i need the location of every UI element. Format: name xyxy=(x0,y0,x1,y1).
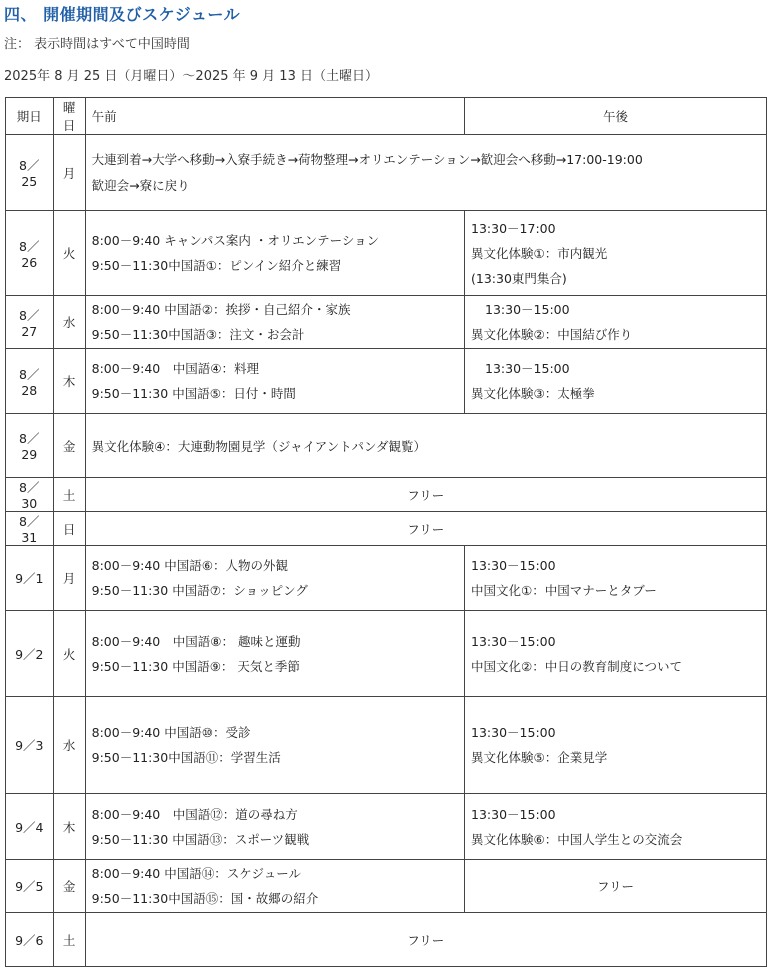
row-dow: 水 xyxy=(53,697,85,794)
row-date: 9／6 xyxy=(6,913,54,967)
timezone-note: 注： 表示時間はすべて中国時間 xyxy=(4,37,190,52)
pm-line: 中国文化①：中国マナーとタブー xyxy=(471,583,657,598)
schedule-table xyxy=(5,97,767,967)
table-row xyxy=(6,546,767,611)
row-date: 8／25 xyxy=(6,135,54,211)
pm-cell xyxy=(465,697,767,794)
event-period: 2025年 8 月 25 日（月曜日）～2025 年 9 月 13 日（土曜日） xyxy=(4,69,378,84)
pm-line: 13:30－15:00 xyxy=(471,725,556,740)
header-date: 期日 xyxy=(6,98,54,135)
row-date: 8／29 xyxy=(6,414,54,478)
header-pm: 午後 xyxy=(465,98,767,135)
free-day-cell: フリー xyxy=(85,512,766,546)
row-dow: 水 xyxy=(53,296,85,349)
table-row xyxy=(6,211,767,296)
pm-cell xyxy=(465,611,767,697)
schedule-line: 歓迎会→寮に戻り xyxy=(91,177,190,193)
am-line: 9:50－11:30中国語⑪：学習生活 xyxy=(91,750,281,765)
am-line: 8:00－9:40 中国語⑧： 趣味と運動 xyxy=(91,633,301,649)
row-dow: 月 xyxy=(53,546,85,611)
table-row xyxy=(6,794,767,860)
pm-line: 異文化体験②：中国結び作り xyxy=(471,327,633,342)
table-row xyxy=(6,860,767,913)
table-row xyxy=(6,478,767,512)
am-cell xyxy=(85,211,464,296)
row-dow: 火 xyxy=(53,611,85,697)
pm-line: 13:30－15:00 xyxy=(471,633,556,649)
pm-cell xyxy=(465,296,767,349)
pm-line: 13:30－15:00 xyxy=(471,806,556,822)
am-line: 8:00－9:40 中国語②：挨拶・自己紹介・家族 xyxy=(91,302,351,317)
pm-free-cell: フリー xyxy=(465,860,767,913)
pm-line: 13:30－15:00 xyxy=(485,302,570,317)
row-date: 9／2 xyxy=(6,611,54,697)
pm-cell xyxy=(465,546,767,611)
pm-line: (13:30東門集合) xyxy=(471,270,567,286)
pm-line: 中国文化②：中日の教育制度について xyxy=(471,658,682,674)
am-cell xyxy=(85,860,464,913)
am-line: 8:00－9:40 中国語④：料理 xyxy=(91,361,259,376)
am-cell xyxy=(85,296,464,349)
table-row xyxy=(6,611,767,697)
table-row xyxy=(6,296,767,349)
am-line: 9:50－11:30 中国語⑤：日付・時間 xyxy=(91,386,296,401)
table-row xyxy=(6,697,767,794)
row-date: 9／1 xyxy=(6,546,54,611)
am-line: 8:00－9:40 中国語⑥：人物の外観 xyxy=(91,558,288,573)
am-cell xyxy=(85,697,464,794)
pm-line: 13:30－15:00 xyxy=(485,361,570,376)
am-line: 9:50－11:30中国語①：ピンイン紹介と練習 xyxy=(91,258,342,273)
am-line: 9:50－11:30中国語⑮：国・故郷の紹介 xyxy=(91,891,319,906)
am-line: 8:00－9:40 中国語⑭：スケジュール xyxy=(91,866,301,881)
free-day-cell: フリー xyxy=(85,913,766,967)
row-dow: 火 xyxy=(53,211,85,296)
row-date: 8／31 xyxy=(6,512,54,546)
pm-line: 異文化体験⑥：中国人学生との交流会 xyxy=(471,831,683,847)
am-line: 8:00－9:40 中国語⑩：受診 xyxy=(91,725,251,740)
table-row xyxy=(6,512,767,546)
free-day-cell: フリー xyxy=(85,478,766,512)
row-dow: 月 xyxy=(53,135,85,211)
header-dow: 曜日 xyxy=(53,98,85,135)
row-date: 9／3 xyxy=(6,697,54,794)
row-date: 9／5 xyxy=(6,860,54,913)
row-dow: 土 xyxy=(53,478,85,512)
schedule-line: 大連到着→大学へ移動→入寮手続き→荷物整理→オリエンテーション→歓迎会へ移動→17:00-19:00 xyxy=(91,151,643,167)
am-line: 8:00－9:40 キャンパス案内 ・オリエンテーション xyxy=(91,233,380,248)
row-dow: 木 xyxy=(53,794,85,860)
pm-line: 13:30－17:00 xyxy=(471,220,556,236)
row-date: 8／27 xyxy=(6,296,54,349)
full-day-cell: 異文化体験④：大連動物園見学（ジャイアントパンダ観覧） xyxy=(85,414,766,478)
row-date: 8／30 xyxy=(6,478,54,512)
row-dow: 土 xyxy=(53,913,85,967)
table-header-row xyxy=(6,98,767,135)
am-line: 9:50－11:30 中国語⑦：ショッピング xyxy=(91,583,308,598)
row-dow: 日 xyxy=(53,512,85,546)
section-heading: 四、 開催期間及びスケジュール xyxy=(4,5,241,24)
row-date: 8／26 xyxy=(6,211,54,296)
row-dow: 金 xyxy=(53,414,85,478)
pm-cell xyxy=(465,211,767,296)
am-line: 8:00－9:40 中国語⑫：道の尋ね方 xyxy=(91,806,298,822)
full-day-cell xyxy=(85,135,766,211)
am-line: 9:50－11:30中国語③：注文・お会計 xyxy=(91,327,305,342)
table-row xyxy=(6,913,767,967)
row-date: 8／28 xyxy=(6,349,54,414)
header-am: 午前 xyxy=(85,98,464,135)
row-dow: 金 xyxy=(53,860,85,913)
pm-cell xyxy=(465,794,767,860)
pm-line: 異文化体験①：市内観光 xyxy=(471,245,608,261)
pm-line: 異文化体験③：太極拳 xyxy=(471,386,595,401)
row-date: 9／4 xyxy=(6,794,54,860)
table-row xyxy=(6,135,767,211)
row-dow: 木 xyxy=(53,349,85,414)
table-row xyxy=(6,414,767,478)
am-cell xyxy=(85,546,464,611)
pm-line: 異文化体験⑤：企業見学 xyxy=(471,750,608,765)
am-cell xyxy=(85,794,464,860)
table-row xyxy=(6,349,767,414)
am-cell xyxy=(85,611,464,697)
pm-cell xyxy=(465,349,767,414)
am-cell xyxy=(85,349,464,414)
pm-line: 13:30－15:00 xyxy=(471,558,556,573)
am-line: 9:50－11:30 中国語⑬：スポーツ観戦 xyxy=(91,831,310,847)
am-line: 9:50－11:30 中国語⑨： 天気と季節 xyxy=(91,658,300,674)
